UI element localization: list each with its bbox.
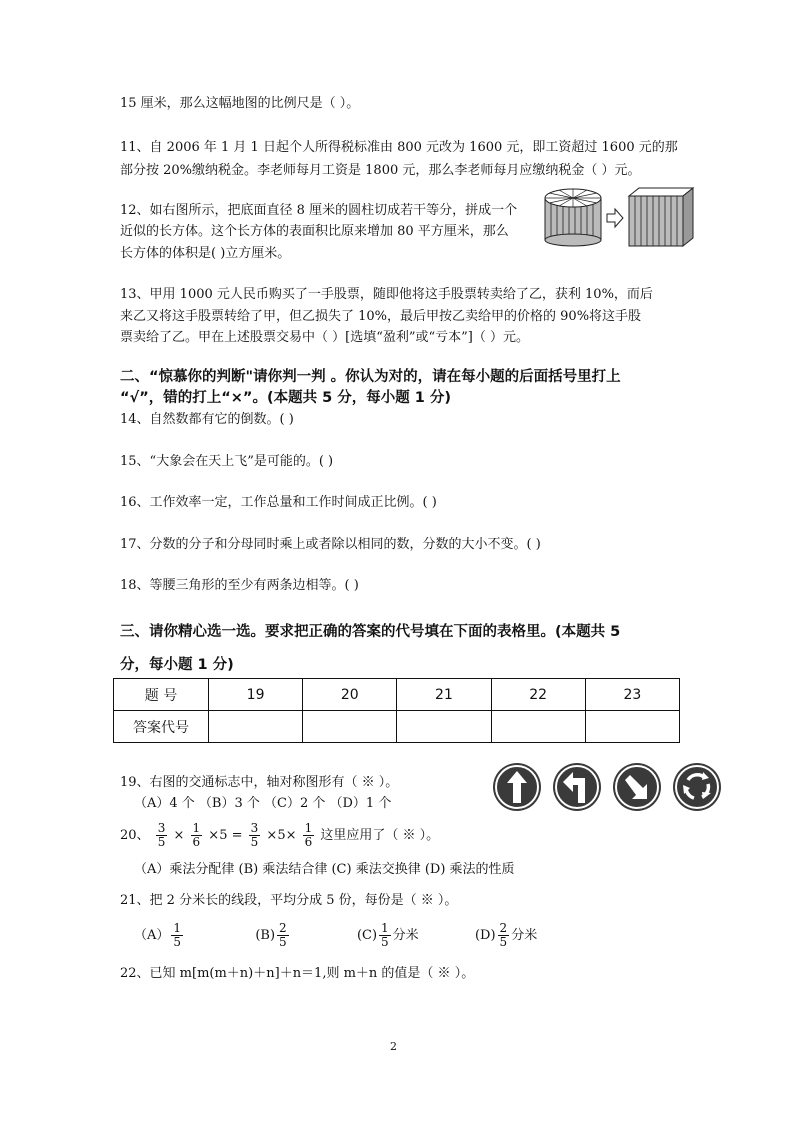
fraction-1-5: $\frac{1}{5}$ (173, 921, 182, 949)
q11-line2: 部分按 20%缴纳税金。李老师每月工资是 1800 元，那么李老师每月应缴纳税金（ ）元。 (120, 163, 641, 178)
answer-cell[interactable] (209, 711, 303, 743)
turn-left-sign-icon (552, 762, 602, 812)
section3-heading-line1: 三、请你精心选一选。要求把正确的答案的代号填在下面的表格里。(本题共 5 (120, 624, 621, 640)
arrow-up-sign-icon (492, 762, 542, 812)
q17: 17、分数的分子和分母同时乘上或者除以相同的数，分数的大小不变。( ) (120, 537, 541, 552)
q11-line1: 11、自 2006 年 1 月 1 日起个人所得税标准由 800 元改为 1600 元，即工资超过 1600 元的那 (120, 140, 678, 155)
q16: 16、工作效率一定，工作总量和工作时间成正比例。( ) (120, 495, 437, 510)
table-row (114, 679, 680, 711)
table-cell: 23 (585, 679, 679, 711)
q21-option-c-unit: 分米 (392, 928, 419, 943)
q12-line2: 近似的长方体。这个长方体的表面积比原来增加 80 平方厘米，那么 (120, 224, 509, 239)
q20 (120, 818, 439, 854)
q20-suffix: 这里应用了（ ※ ）。 (320, 828, 440, 843)
section2-heading-line2: “√”，错的打上“×”。(本题共 5 分，每小题 1 分) (120, 390, 452, 406)
section2-heading-line1: 二、“惊慕你的判断"请你判一判 。你认为对的，请在每小题的后面括号里打上 (120, 369, 621, 385)
q13-line2: 来乙又将这手股票转给了甲，但乙损失了 10%，最后甲按乙卖给甲的价格的 90%将这手股 (120, 309, 642, 324)
answer-cell[interactable] (585, 711, 679, 743)
q14: 14、自然数都有它的倒数。( ) (120, 412, 294, 427)
fraction-2-5: $\frac{2}{5}$ (499, 921, 508, 949)
cylinder-cuboid-figure (543, 186, 695, 250)
fraction-1-5: $\frac{1}{5}$ (381, 921, 389, 949)
page-number: 2 (390, 1040, 397, 1053)
q18: 18、等腰三角形的至少有两条边相等。( ) (120, 578, 359, 593)
answer-table (113, 678, 680, 743)
answer-cell[interactable] (491, 711, 585, 743)
q20-options: （A）乘法分配律 (B) 乘法结合律 (C) 乘法交换律 (D) 乘法的性质 (134, 862, 515, 877)
fraction-2-5: $\frac{2}{5}$ (279, 921, 287, 949)
q20-op3: ×5× (266, 828, 297, 843)
section3-heading-line2: 分，每小题 1 分) (120, 657, 234, 673)
q12-line1: 12、如右图所示，把底面直径 8 厘米的圆柱切成若干等分，拼成一个 (120, 203, 518, 218)
arrow-down-right-sign-icon (612, 762, 662, 812)
q13-line1: 13、甲用 1000 元人民币购买了一手股票，随即他将这手股票转卖给了乙，获利 10%，而后 (120, 287, 653, 302)
table-cell: 19 (209, 679, 303, 711)
q21: 21、把 2 分米长的线段，平均分成 5 份，每份是（ ※ ）。 (120, 893, 458, 908)
q21-option-d-label: (D) (474, 928, 496, 943)
table-cell: 21 (397, 679, 491, 711)
fraction-1-6: $\frac{1}{6}$ (192, 821, 201, 849)
q21-option-b-label: (B) (255, 928, 276, 943)
q15: 15、“大象会在天上飞”是可能的。( ) (120, 454, 334, 469)
table-header-answer: 答案代号 (114, 711, 209, 743)
q21-options (134, 918, 537, 954)
q19: 19、右图的交通标志中，轴对称图形有（ ※ ）。 (120, 775, 399, 790)
q10-tail: 15 厘米，那么这幅地图的比例尺是（ ）。 (120, 96, 360, 111)
q19-options: （A）4 个 （B）3 个 （C）2 个 （D）1 个 (134, 796, 392, 811)
q12-line3: 长方体的体积是( )立方厘米。 (120, 246, 291, 261)
table-cell: 20 (303, 679, 397, 711)
answer-cell[interactable] (397, 711, 491, 743)
q21-option-d-unit: 分米 (511, 928, 538, 943)
q20-op2: ×5 = (208, 828, 243, 843)
answer-cell[interactable] (303, 711, 397, 743)
fraction-3-5: $\frac{3}{5}$ (157, 821, 166, 849)
table-cell: 22 (491, 679, 585, 711)
fraction-1-6: $\frac{1}{6}$ (304, 821, 313, 849)
fraction-3-5: $\frac{3}{5}$ (250, 821, 259, 849)
q21-option-a-label: （A） (134, 928, 170, 943)
q21-option-c-label: (C) (356, 928, 378, 943)
q20-prefix: 20、 (120, 828, 150, 843)
table-header-number: 题 号 (114, 679, 209, 711)
q20-op1: × (173, 828, 185, 843)
table-row (114, 711, 680, 743)
q13-line3: 票卖给了乙。甲在上述股票交易中（ ）[选填“盈利”或“亏本”]（ ）元。 (120, 330, 529, 345)
roundabout-sign-icon (672, 762, 722, 812)
q22: 22、已知 m[m(m＋n)＋n]＋n＝1,则 m＋n 的值是（ ※ ）。 (120, 966, 475, 981)
